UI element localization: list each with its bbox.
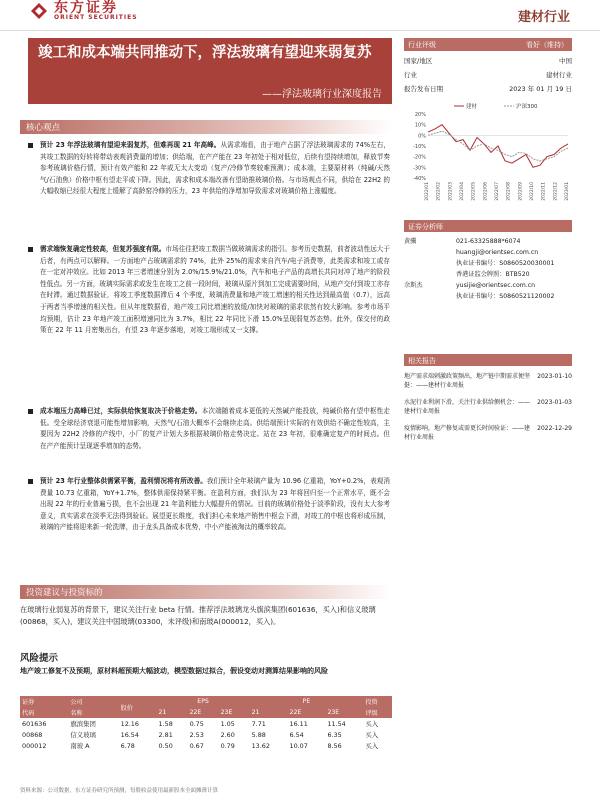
related-title[interactable]: 疫情影响，地产修复或需更长时间验证：——建材行业周报 bbox=[404, 425, 531, 442]
table-cell: 16.54 bbox=[120, 730, 139, 739]
table-cell: 12.16 bbox=[120, 719, 139, 728]
valuation-table bbox=[20, 696, 392, 751]
bullet-icon bbox=[28, 143, 33, 148]
x-tick-label: 2022/09 bbox=[518, 182, 524, 201]
table-cell: 1.05 bbox=[220, 719, 235, 728]
table-header: 股价 bbox=[119, 696, 157, 718]
table-cell: 6.54 bbox=[289, 730, 304, 739]
analyst-name: 黄骥 bbox=[404, 238, 417, 245]
series-line-建材 bbox=[428, 125, 568, 168]
y-tick-label: -20% bbox=[413, 154, 426, 161]
section-title: 核心观点 bbox=[26, 123, 61, 133]
related-report[interactable] bbox=[404, 372, 572, 391]
table-header-row bbox=[20, 696, 392, 707]
related-header: 相关报告 bbox=[404, 354, 572, 366]
section-suggest-header bbox=[20, 585, 392, 599]
table-row bbox=[20, 729, 392, 740]
table-cell: 601636 bbox=[22, 719, 47, 728]
x-tick-label: 2022/01 bbox=[425, 182, 430, 201]
y-tick-label: 10% bbox=[414, 122, 426, 129]
rating-header bbox=[404, 38, 572, 51]
table-cell: 南玻 A bbox=[70, 742, 90, 750]
brand-name: 东方证券 bbox=[54, 0, 118, 16]
table-cell: 0.50 bbox=[158, 741, 173, 750]
table-cell: 16.11 bbox=[289, 719, 308, 728]
rating-value: 看好（维持） bbox=[526, 41, 568, 49]
table-header: 名称 bbox=[68, 707, 118, 718]
risk-text: 地产竣工修复不及预期，原材料超预期大幅波动，模型数据过拟合，假设变动对测算结果影响的风险 bbox=[20, 667, 328, 675]
point-text: 从需求端看，由于地产占据了浮法玻璃需求的 74%左右，其竣工数据的好转将带动表观消费量的增加；供给端，在产产能在 23 年初处于相对低位，后续有望持续增加，释放节奏参考玻璃价格行情，预计有效产能和 22 年或无太大变动（复产/冷修节奏较难预测）；成本端，主要原材料（纯碱/天然气/石油焦）价格中枢有望走平或下降。因此，需求和成本端改善有望助推玻璃价格。与市场观点不同，供给在 22H2 的大幅收缩已经很大程度上缓解了高龄窑冷修的压力，23 年供给的净增加导致需求对玻璃价格上涨幅度。 bbox=[40, 141, 390, 196]
brand-logo bbox=[30, 0, 138, 22]
table-row bbox=[20, 718, 392, 729]
info-value: 建材行业 bbox=[546, 71, 572, 79]
info-row bbox=[404, 84, 572, 93]
table-cell: 0.67 bbox=[189, 741, 204, 750]
x-tick-label: 2022/12 bbox=[553, 182, 559, 201]
table-header-row bbox=[20, 707, 392, 718]
x-tick-label: 2022/11 bbox=[541, 182, 547, 201]
related-report[interactable] bbox=[404, 398, 572, 417]
related-report[interactable] bbox=[404, 424, 572, 443]
info-key: 国家/地区 bbox=[404, 57, 433, 65]
point-text: 本次端随着成本更低的天然碱产能投放，纯碱价格有望中枢性走低。受全球经济衰退可能性增加影响，天然气/石油大概率不会继续走高。供给端预计实际的有效供给不确定性较高，主要因为 22H2 冷修的产线中，小厂的复产计划大多根据玻璃价格走势决定。站在 23 年初，很难确定复产的时间点。但在产产能预计呈现逐季增加的态势。 bbox=[40, 407, 391, 450]
x-tick-label: 2022/04 bbox=[460, 182, 465, 201]
table-cell: 7.71 bbox=[251, 719, 266, 728]
analyst-phone: 021-63325888*6074 bbox=[456, 238, 521, 245]
table-cell: 1.58 bbox=[158, 719, 173, 728]
logo-icon bbox=[30, 2, 48, 20]
legend-label: 沪深300 bbox=[516, 104, 538, 110]
table-cell: 10.07 bbox=[289, 741, 308, 750]
table-header: 21 bbox=[157, 707, 188, 718]
core-point-3 bbox=[40, 406, 390, 452]
analyst-cert: 执业证书编号：S0860520030001 bbox=[456, 260, 555, 267]
bullet-icon bbox=[28, 479, 33, 484]
point-text: 我们预计全年玻璃产量为 10.96 亿重箱，YoY+0.2%，表观消费量 10.73 亿重箱，YoY+1.7%，整体供需保持紧平衡。在盈利方面，我们认为 23 年将回归至一个正常水平，既不会出现 22 年的行业普遍亏损，也不会出现 21 年盈利能力大幅提升的情况。目前的玻璃价格处于淡季阶段，没有太大参考意义，真实需求在淡季无法得到验证。展望更长维度，我们担心未来地产销售中枢会下滑，对竣工的中枢也将形成压制，玻璃的产能将迎来新一轮洗牌，由于龙头具备成本优势，中小产能被淘汰的概率较高。 bbox=[40, 477, 390, 532]
table-cell: 6.78 bbox=[120, 741, 135, 750]
y-tick-label: -30% bbox=[413, 165, 426, 172]
info-row bbox=[404, 70, 572, 79]
table-cell: 13.62 bbox=[251, 741, 270, 750]
analyst-name: 余斯杰 bbox=[404, 282, 423, 289]
table-cell: 买入 bbox=[365, 731, 379, 739]
suggest-text: 在玻璃行业弱复苏的背景下，建议关注行业 beta 行情。推荐浮法玻璃龙头旗滨集团(601636，买入)和信义玻璃(00868，买入)，建议关注中国玻璃(03300，未评级)和南玻A(000012，买入)。 bbox=[20, 605, 376, 626]
table-cell: 信义玻璃 bbox=[70, 731, 96, 739]
header-divider bbox=[0, 30, 600, 31]
report-subtitle: ——浮法玻璃行业深度报告 bbox=[262, 89, 382, 100]
table-header: 证券 bbox=[20, 696, 68, 707]
table-cell: 0.75 bbox=[189, 719, 204, 728]
table-row bbox=[20, 740, 392, 751]
report-title: 竣工和成本端共同推动下，浮法玻璃有望迎来弱复苏 bbox=[38, 45, 372, 61]
point-heading: 预计 23 年浮法玻璃有望迎来弱复苏，但难再现 21 年高峰。 bbox=[40, 141, 221, 149]
table-cell: 8.56 bbox=[327, 741, 342, 750]
x-tick-label: 2022/03 bbox=[448, 182, 454, 201]
table-header: 代码 bbox=[20, 707, 68, 718]
risk-title: 风险提示 bbox=[20, 653, 59, 664]
info-key: 报告发布日期 bbox=[404, 85, 443, 93]
rating-label: 行业评级 bbox=[408, 41, 436, 49]
x-tick-label: 2022/06 bbox=[483, 182, 489, 201]
table-header: 公司 bbox=[68, 696, 118, 707]
table-cell: 5.88 bbox=[251, 730, 266, 739]
table-cell: 11.54 bbox=[327, 719, 346, 728]
core-point-1 bbox=[40, 140, 390, 198]
section-core-header bbox=[20, 120, 392, 134]
analyst-cert: 执业证书编号：S0860521120002 bbox=[456, 293, 555, 300]
x-tick-label: 2023/01 bbox=[565, 182, 570, 201]
y-tick-label: 20% bbox=[414, 112, 426, 118]
table-cell: 2.81 bbox=[158, 730, 173, 739]
y-tick-label: 0% bbox=[418, 133, 426, 140]
table-footnote: 资料来源：公司数据，东方证券研究所预测，每股收益使用最新股本全面摊薄计算 bbox=[20, 788, 219, 794]
core-point-2 bbox=[40, 244, 390, 337]
table-cell: 00868 bbox=[22, 730, 43, 739]
analyst-email[interactable]: yusijie@orientsec.com.cn bbox=[456, 282, 536, 289]
info-key: 行业 bbox=[404, 71, 417, 79]
info-value: 中国 bbox=[559, 57, 572, 65]
core-point-4 bbox=[40, 476, 390, 534]
table-header: 投资 bbox=[363, 696, 392, 707]
section-title: 投资建议与投资标的 bbox=[26, 588, 103, 598]
title-banner bbox=[28, 38, 392, 104]
analyst-hk-license: 香港证监会牌照：BTB520 bbox=[456, 271, 530, 278]
point-heading: 需求端恢复确定性较高，但复苏强度有限。 bbox=[40, 245, 166, 253]
analyst-card bbox=[404, 236, 572, 302]
table-cell: 6.35 bbox=[327, 730, 342, 739]
y-tick-label: -40% bbox=[413, 176, 426, 182]
table-cell: 买入 bbox=[365, 720, 379, 728]
table-header: 评级 bbox=[363, 707, 392, 718]
brand-name-en: ORIENT SECURITIES bbox=[54, 13, 138, 21]
bullet-icon bbox=[28, 247, 33, 252]
legend-label: 建材 bbox=[466, 104, 478, 110]
analyst-header: 证券分析师 bbox=[404, 220, 572, 232]
table-header: 22E bbox=[288, 707, 326, 718]
table-cell: 旗滨集团 bbox=[70, 720, 96, 728]
info-value: 2023 年 01 月 19 日 bbox=[509, 85, 572, 93]
x-tick-label: 2022/02 bbox=[436, 182, 442, 201]
analyst-email[interactable]: huangji@orientsec.com.cn bbox=[456, 249, 539, 256]
table-header: 21 bbox=[250, 707, 288, 718]
related-date: 2022-12-29 bbox=[537, 425, 572, 432]
point-text: 市场往往把竣工数据当做玻璃需求的指引。参考历史数据，前者波动性远大于后者，有两点可以解释。一方面地产占玻璃需求的 74%，此外 25%的需求来自汽车/电子消费等，此类需求和竣工或存在一定对冲效应。比如 2013 年三者增速分别为 2.0%/15.9%/21.0%，汽车和电子产品的高增长共同对冲了地产的阶段性低点。另一方面，玻璃实际需求或发生在竣工之前一段时间，玻璃从原片到加工完成需要时间，从地产交付到竣工亦存在时滞。通过数据验证，将竣工季度数据滞后 4 个季度，玻璃消费量和地产竣工增速的相关性达到最高值（0.7），远高于两者当季增速的相关性。但从年度数据看，地产竣工同比增速的放缓/加快对玻璃的需求依然有较大影响。参考市场平均预期，估计 23 年地产竣工面积增速同比为 3.7%，相比 22 年同比下滑 15.0%呈现弱复苏态势。此外，保交付的政策在 22 年 11 月密集出台，有望 23 年逐步落地，对竣工端形成又一支撑。 bbox=[40, 245, 391, 335]
table-header: 22E bbox=[188, 707, 219, 718]
y-tick-label: -10% bbox=[413, 144, 426, 150]
related-date: 2023-01-10 bbox=[537, 373, 572, 380]
info-row bbox=[404, 56, 572, 65]
x-tick-label: 2022/08 bbox=[506, 182, 512, 201]
table-header: 23E bbox=[325, 707, 363, 718]
table-cell: 2.53 bbox=[189, 730, 204, 739]
related-title[interactable]: 水泥行业利润下滑，关注行业供给侧机会：——建材行业周报 bbox=[404, 399, 531, 416]
performance-chart bbox=[404, 100, 572, 210]
table-cell: 000012 bbox=[22, 741, 47, 750]
x-tick-label: 2022/05 bbox=[471, 182, 477, 201]
table-cell: 2.60 bbox=[220, 730, 235, 739]
x-tick-label: 2022/07 bbox=[495, 182, 500, 201]
related-title[interactable]: 地产需求端刺激政策频出，地产链中期需求便坚挺：——建材行业周报 bbox=[404, 373, 531, 390]
point-heading: 预计 23 年行业整体供需紧平衡，盈利情况将有所改善。 bbox=[40, 477, 207, 485]
bullet-icon bbox=[28, 409, 33, 414]
table-cell: 0.79 bbox=[220, 741, 235, 750]
table-header: 23E bbox=[219, 707, 250, 718]
table-header: PE bbox=[250, 696, 364, 707]
table-header: EPS bbox=[157, 696, 250, 707]
related-date: 2023-01-03 bbox=[537, 399, 572, 406]
x-tick-label: 2022/10 bbox=[530, 182, 535, 201]
table-cell: 买入 bbox=[365, 742, 379, 750]
point-heading: 成本端压力高峰已过，实际供给恢复取决于价格走势。 bbox=[40, 407, 202, 415]
industry-label: 建材行业 bbox=[517, 10, 570, 25]
